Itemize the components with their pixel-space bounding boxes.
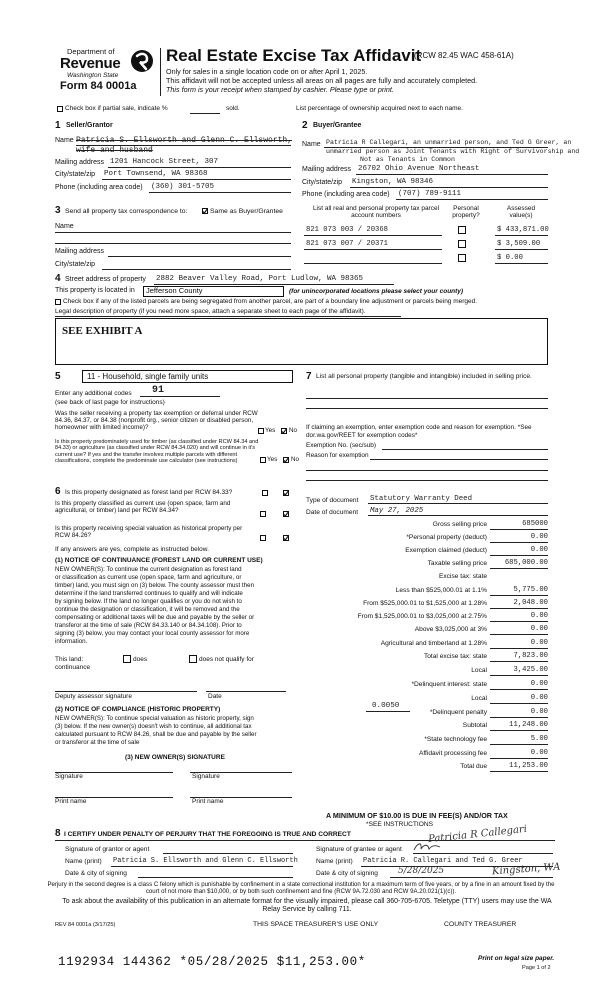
calc-row-underline [490,661,548,662]
treasurer-space-label: THIS SPACE TREASURER'S USE ONLY [253,921,379,928]
corr-name-field-2[interactable] [55,243,291,244]
calc-row-label: Local [471,695,487,702]
parcel-list-header: List all real and personal property tax parcel account numbers [312,205,440,220]
notice1-line: information. [55,638,88,645]
ownership-note: List percentage of ownership acquired next to each name. [296,105,463,112]
calc-row-label: Exemption claimed (deduct) [405,547,487,554]
calc-row-value[interactable]: 0.00 [530,612,548,620]
timber-no-checkbox[interactable] [283,457,289,463]
grantor-date-city-field[interactable] [138,877,293,878]
parcel-number-1[interactable]: 821 073 003 / 20368 [306,226,388,234]
notice1-line: timber) land, you must sign on (3) below. The county assessor must then [55,582,255,589]
calc-row-underline [490,689,548,690]
assessed-value-2[interactable]: $ 3,509.00 [497,240,541,248]
calc-row-value[interactable]: 0.00 [530,639,548,647]
calc-row-value[interactable]: 5.00 [530,735,548,743]
personal-property-label: List all personal property (tangible and intangible) included in selling price. [316,373,532,380]
seller-phone-underline [149,192,291,193]
grantee-signature-script: Patricia R Callegari [427,823,528,846]
calc-row-underline [490,703,548,704]
calc-row-label: From $525,000.01 to $1,525,000 at 1.28% [363,600,487,607]
historic-no-checkbox[interactable] [283,535,289,541]
form-number: Form 84 0001a [60,80,137,92]
calc-row-label: Agricultural and timberland at 1.28% [380,640,487,647]
legal-description-label: Legal description of property (if you need more space, attach a separate sheet to each page of the affidavit). [55,308,366,315]
document-date-value[interactable]: May 27, 2025 [370,507,424,515]
calc-row-underline [490,634,548,635]
grantee-name-label: Name (print) [316,858,353,865]
county-treasurer-label: COUNTY TREASURER [444,921,517,928]
calc-row-value[interactable]: 0.00 [530,546,548,554]
owner-signature-label-1: Signature [55,773,83,780]
grantor-signature-field[interactable] [163,853,293,854]
exemption-reason-field-3[interactable] [306,480,548,481]
personal-property-checkbox-1[interactable] [458,226,466,234]
exemption-reason-label: Reason for exemption [306,452,369,459]
calc-row-underline [490,555,548,556]
grantor-print-name[interactable]: Patricia S. Ellsworth and Glenn C. Ellsworth [113,857,298,865]
page-indicator: Page 1 of 2 [522,965,551,971]
calc-row-label: Less than $525,000.01 at 1.1% [395,587,487,594]
header-note-3: This form is your receipt when stamped by cashier. Please type or print. [166,85,394,94]
parcel-number-2[interactable]: 821 073 007 / 20371 [306,240,388,248]
calc-row-label: Above $3,025,000 at 3% [414,626,487,633]
notice-continuance-title: (1) NOTICE OF CONTINUANCE (FOREST LAND OR CURRENT USE) [55,557,263,564]
notice1-line: by signing below. If the land no longer qualifies or you do not wish to [55,598,242,605]
land-does-not-checkbox[interactable] [189,655,197,663]
legal-paper-note: Print on legal size paper. [478,955,555,962]
use-code-select[interactable] [82,370,293,383]
section4-number: 4 [55,273,61,284]
located-in-label: This property is located in [55,287,135,294]
seller-phone-label: Phone (including area code) [55,184,143,191]
partial-sale-label: Check box if partial sale, indicate % [65,105,168,112]
buyer-phone[interactable]: (707) 789-9111 [398,190,462,198]
header-divider [160,48,161,96]
grantor-name-label: Name (print) [65,858,102,865]
calc-row-underline [490,771,548,772]
county-select[interactable] [143,286,284,297]
dept-line2: Revenue [60,55,121,72]
calc-row-value[interactable]: 0.00 [530,708,548,716]
personal-property-field-1[interactable] [306,398,548,399]
calc-row-label: *Delinquent interest: state [411,681,487,688]
notice1-line: determine if the land transferred continues to qualify and will indicate [55,590,243,597]
owner-print-label-1: Print name [55,798,87,805]
grantee-signature-label: Signature of grantee or agent [316,846,402,853]
grantee-initials-scribble-icon [412,840,442,854]
calc-row-value[interactable]: 5,775.00 [513,586,548,594]
correspondence-heading: Send all property tax correspondence to: [65,208,188,215]
header-note-2: This affidavit will not be accepted unless all areas on all pages are fully and accurately completed. [166,76,478,85]
calc-row-underline [490,717,548,718]
section2-number: 2 [302,120,308,131]
section1-number: 1 [55,120,61,131]
notice1-line: or classification as current use (open space, farm and agriculture, or [55,574,242,581]
forest-no-checkbox[interactable] [283,490,289,496]
exemption-no-checkbox[interactable] [281,428,287,434]
calc-row-label: Gross selling price [432,521,487,528]
notice2-line: or transferor at the time of sale [55,739,140,746]
buyer-city[interactable]: Kingston, WA 98346 [352,178,434,186]
section3-number: 3 [55,205,61,216]
notice2-line: calculated pursuant to RCW 84.26, shall be due and payable by the seller [55,731,257,738]
timber-no-label: No [291,456,300,463]
land-does-not-label: does not qualify for [199,656,254,663]
deputy-signature-label: Deputy assessor signature [55,693,132,700]
personal-property-field-2[interactable] [306,408,548,409]
land-does-checkbox[interactable] [123,655,131,663]
calc-row-label: Excise tax: state [438,573,487,580]
assessed-value-header: Assessed value(s) [506,205,536,220]
calc-row-underline [490,648,548,649]
exemption-claim-text: If claiming an exemption, enter exemption code and reason for exemption. *See dor.wa.gov/REET for exemption codes* [306,424,532,439]
calc-row-label: *Personal property (deduct) [406,534,487,541]
parcel-underline-1 [304,235,442,236]
personal-property-checkbox-2[interactable] [458,240,466,248]
assessed-underline-1 [495,235,548,236]
calc-row-value[interactable]: 7,823.00 [513,652,548,660]
legal-description-box[interactable] [55,318,548,365]
assessed-value-3[interactable]: $ 0.00 [497,254,523,262]
calc-row-label: Total excise tax: state [423,653,487,660]
street-address[interactable]: 2882 Beaver Valley Road, Port Ludlow, WA 98365 [156,275,364,283]
header-note-1: Only for sales in a single location code on or after April 1, 2025. [166,67,368,76]
document-type-value[interactable]: Statutory Warranty Deed [370,495,473,503]
calc-row-underline [490,608,548,609]
unincorp-note: (for unincorporated locations please select your county) [289,288,464,295]
seller-address-underline [108,167,291,168]
buyer-city-label: City/state/zip [302,179,343,186]
forest-yes-checkbox[interactable] [262,490,268,496]
calc-row-label: Affidavit processing fee [418,750,487,757]
seller-address[interactable]: 1201 Hancock Street, 307 [110,158,219,166]
any-yes-note: If any answers are yes, complete as instructed below. [55,546,209,553]
legal-description-text: SEE EXHIBIT A [62,325,143,337]
local-rate-value[interactable]: 0.0050 [372,702,400,710]
land-does-label: does [133,656,148,663]
segregated-note: Check box if any of the listed parcels are being segregated from another parcel, are part of a boundary line adjustment or parcels being merged. [63,298,478,305]
checkmark-icon [202,208,208,214]
parcel-underline-3 [304,263,442,264]
grantor-date-city-label: Date & city of signing [65,870,127,877]
calc-row-underline [490,758,548,759]
local-rate-underline [366,711,410,712]
calc-row-label: Subtotal [462,722,487,729]
calc-row-underline [490,529,548,530]
checkmark-icon [283,535,289,541]
section7-number: 7 [306,371,312,382]
corr-address-field[interactable] [108,256,291,257]
corr-address-label: Mailing address [55,248,105,255]
calc-row-underline [490,675,548,676]
exemption-question: Was the seller receiving a property tax exemption or deferral under RCW 84.36, 84.37, or 84.38 (nonprofit org., senior citizen or disabled person, homeowner with limited income)? [55,410,258,432]
section8-number: 8 [55,828,61,839]
seller-address-label: Mailing address [55,159,105,166]
seller-heading: Seller/Grantor [66,122,113,129]
calc-row-value[interactable]: 11,248.00 [509,721,548,729]
buyer-name-label: Name [302,141,321,148]
deputy-date-field[interactable] [206,691,286,692]
buyer-name-line3[interactable]: Not as Tenants in Common [360,156,455,163]
dept-line1: Department of [67,47,115,56]
buyer-phone-label: Phone (including area code) [302,191,390,198]
new-owner-signature-title: (3) NEW OWNER(S) SIGNATURE [125,754,225,761]
section5-number: 5 [55,371,61,382]
exemption-reason-field-1[interactable] [370,459,548,460]
partial-sale-percent-field[interactable] [190,113,220,114]
additional-codes-value[interactable]: 91 [152,385,165,396]
calc-row-value[interactable]: 0.00 [530,680,548,688]
current-use-question: Is this property classified as current use (open space, farm and agricultural, or timber) land per RCW 84.34? [55,500,231,515]
calc-row-value[interactable]: 0.00 [530,749,548,757]
grantee-date-city-label: Date & city of signing [316,870,378,877]
segregated-parcel-checkbox[interactable] [55,299,61,305]
calc-row-label: *State technology fee [424,736,487,743]
calc-row-underline [490,595,548,596]
current-use-no-checkbox[interactable] [283,511,289,517]
seller-city-label: City/state/zip [55,171,96,178]
notice1-line: NEW OWNER(S): To continue the current designation as forest land [55,566,242,573]
seller-name-label: Name [55,137,74,144]
grantor-signature-label: Signature of grantor or agent [65,846,150,853]
street-address-underline [154,284,394,285]
use-code-value: 11 - Household, single family units [87,372,209,381]
notice1-line: transferor at the time of sale (RCW 84.33.140 or 84.34.108). Prior to [55,622,242,629]
grantee-date-city-field [390,877,553,878]
document-type-label: Type of document [306,497,359,504]
calc-row-value[interactable]: 11,253.00 [509,762,548,770]
see-instructions-note: *SEE INSTRUCTIONS [366,821,434,828]
owner-signature-label-2: Signature [192,773,220,780]
buyer-address[interactable]: 26702 Ohio Avenue Northeast [358,165,480,173]
calc-row-label: Total due [460,763,487,770]
calc-row-value[interactable]: 0.00 [530,694,548,702]
document-date-label: Date of document [306,509,359,516]
calc-row-value[interactable]: 0.00 [530,625,548,633]
document-type-underline [368,503,548,504]
parcel-underline-2 [304,249,442,250]
minimum-due-note: A MINIMUM OF $10.00 IS DUE IN FEE(S) AND/OR TAX [326,811,508,820]
perjury-warning: Perjury in the second degree is a class C felony which is punishable by confinement in a state correctional institution for a maximum term of five years, or by a fine in an amount fixed by the court of not more than $10,000, or by both such confinement and fine (RCW 9A.72.030 and RCW 9A.20.021(1)(c)). [47,881,555,895]
deputy-signature-field[interactable] [55,691,197,692]
calc-row-underline [490,730,548,731]
dept-line3: Washington State [67,72,119,79]
personal-property-header: Personal property? [452,205,480,220]
current-use-yes-checkbox[interactable] [260,511,266,517]
calc-row-value[interactable]: 3,425.00 [513,666,548,674]
this-land-label: This land: [55,656,84,663]
county-select-value: Jefferson County [146,286,203,295]
seller-name-line1[interactable]: Patricia S. Ellsworth and Glenn C. Ellsworth, [76,136,293,145]
deputy-date-label: Date [208,693,222,700]
notice1-line: signing (3) below, you may contact your local county assessor for more [55,630,250,637]
owner-print-label-2: Print name [192,798,224,805]
assessed-underline-3 [495,263,548,264]
timber-yes-label: Yes [267,456,278,463]
calc-row-underline [490,621,548,622]
calc-row-value[interactable]: 0.00 [530,533,548,541]
partial-sale-checkbox[interactable] [57,106,63,112]
historic-question: Is this property receiving special valuation as historical property per RCW 84.26? [55,525,243,540]
notice1-line: compensating or additional taxes will be due and payable by the seller or [55,614,255,621]
document-date-underline [368,515,548,516]
grantee-signing-city[interactable]: Kingston, WA [491,861,561,878]
corr-name-field[interactable] [55,232,291,233]
see-back-note: (see back of last page for instructions) [55,399,165,406]
corr-city-field[interactable] [102,269,291,270]
additional-codes-underline [140,396,220,397]
buyer-address-underline [356,174,548,175]
buyer-name-line2[interactable]: unmarried person as Joint Tenants with Right of Survivorship and [326,148,580,155]
checkmark-icon [283,457,289,463]
corr-city-label: City/state/zip [55,261,96,268]
partial-sale-suffix: sold. [226,105,240,112]
calc-row-underline [490,744,548,745]
same-as-buyer-checkbox[interactable] [202,208,208,214]
calc-row-label: Local [471,667,487,674]
corr-name-label: Name [55,223,74,230]
assessed-value-1[interactable]: $ 433,871.00 [497,226,549,234]
checkmark-icon [283,490,289,496]
buyer-name-line1[interactable]: Patricia R Callegari, an unmarried person, and Ted G Greer, an [326,139,572,146]
revision-label: REV 84 0001a (3/17/25) [55,922,116,928]
revenue-seal-icon [130,48,154,74]
alternate-format-note: To ask about the availability of this publication in an alternate format for the visually impaired, please call 360-705-6705. Teletype (TTY) users may use the WA Relay Service by calling 711. [62,898,552,914]
grantee-print-name[interactable]: Patricia R. Callegari and Ted G. Greer [363,857,523,865]
exemption-yes-checkbox[interactable] [258,428,264,434]
form-citation: (RCW 82.45 WAC 458-61A) [414,51,514,60]
grantor-name-underline [111,866,293,867]
calc-row-label: Taxable selling price [427,560,487,567]
seller-phone[interactable]: (360) 301-5705 [151,183,215,191]
form-title: Real Estate Excise Tax Affidavit [166,46,422,65]
additional-codes-label: Enter any additional codes [55,390,132,397]
timber-yes-checkbox[interactable] [260,457,266,463]
forest-land-question: Is this property designated as forest land per RCW 84.33? [65,489,233,496]
same-as-buyer-label: Same as Buyer/Grantee [210,208,283,215]
seller-city[interactable]: Port Townsend, WA 98368 [104,170,208,178]
exemption-no-label: No [289,427,298,434]
buyer-address-label: Mailing address [302,166,352,173]
seller-city-underline [102,179,291,180]
calc-row-value[interactable]: 2,048.00 [513,599,548,607]
timber-question: Is this property predominately used for timber (as classified under RCW 84.34 and 84.33) or agriculture (as classified under RCW 84.34.020) and will continue in it's current use? If yes and the transfer involves multiple parcels with different classifications, complete the predominate use calculator (see instructions) [55,439,259,464]
buyer-heading: Buyer/Grantee [313,122,362,129]
notice-compliance-title: (2) NOTICE OF COMPLIANCE (HISTORIC PROPERTY) [55,706,221,713]
notice1-line: continue the designation or classification, it will be removed and the [55,606,240,613]
calc-row-label: From $1,525,000.01 to $3,025,000 at 2.75% [357,613,487,620]
notice2-line: NEW OWNER(S): To continue special valuation as historic property, sign [55,715,254,722]
calc-row-value[interactable]: 685000 [522,520,548,528]
personal-property-checkbox-3[interactable] [458,254,466,262]
continuance-label: continuance [55,664,91,671]
certify-statement: I CERTIFY UNDER PENALTY OF PERJURY THAT THE FOREGOING IS TRUE AND CORRECT [64,831,351,838]
calc-row-underline [490,542,548,543]
buyer-city-underline [350,187,548,188]
buyer-phone-underline [396,199,548,200]
assessed-underline-2 [495,249,548,250]
street-address-label: Street address of property [65,276,146,283]
exemption-number-label: Exemption No. (sec/sub) [306,442,376,449]
checkmark-icon [281,428,287,434]
exemption-reason-field-2[interactable] [306,470,548,471]
seller-name-line2[interactable]: wife and husband [76,146,153,155]
historic-yes-checkbox[interactable] [260,535,266,541]
exemption-yes-label: Yes [265,427,276,434]
grantee-signing-date[interactable]: 5/28/2025 [398,866,445,876]
section6-number: 6 [55,486,61,497]
legal-label-underline [55,316,401,317]
checkmark-icon [283,511,289,517]
calc-row-label: *Delinquent penalty [429,709,487,716]
calc-row-underline [490,568,548,569]
notice2-line: (3) below. If the new owner(s) doesn't wish to continue, all additional tax [55,723,252,730]
calc-row-value[interactable]: 685,000.00 [504,559,548,567]
exemption-number-field[interactable] [382,449,548,450]
receipt-stamp: 1192934 144362 *05/28/2025 $11,253.00* [58,955,366,969]
